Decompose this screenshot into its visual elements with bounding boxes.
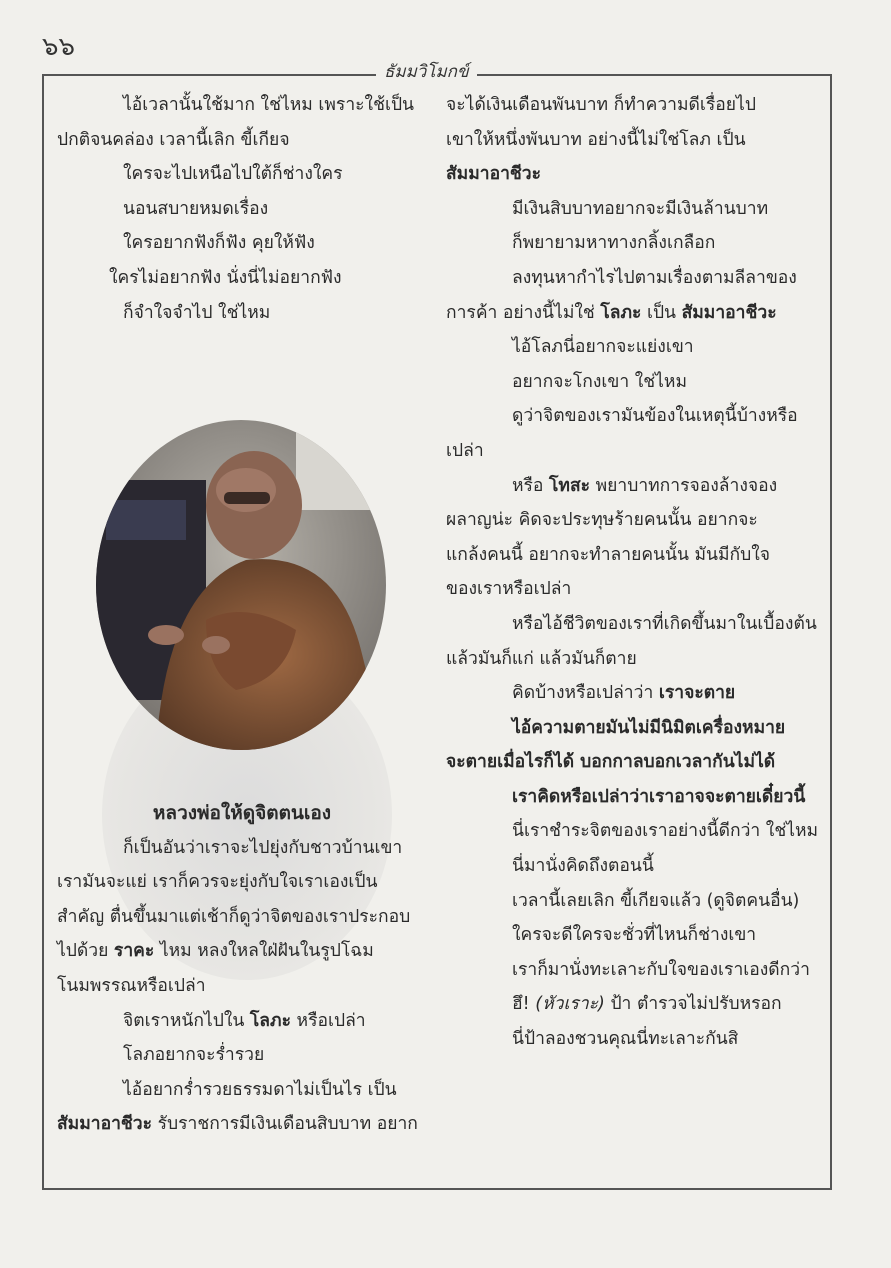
text-line xyxy=(57,1004,427,1039)
bold-term: โลภะ xyxy=(249,1010,291,1031)
bold-term: ราคะ xyxy=(113,941,155,962)
text-span: รับราชการมีเงินเดือนสิบบาท อยาก xyxy=(152,1114,418,1135)
text-line xyxy=(446,676,816,711)
text-line: ไอ้เวลานั้นใช้มาก ใช่ไหม เพราะใช้เป็น xyxy=(123,95,415,115)
left-column-top xyxy=(57,88,427,330)
text-line xyxy=(446,296,816,331)
text-line: ใครจะไปเหนือไปใต้ก็ช่างใคร xyxy=(123,164,343,185)
text-line: นี่ป้าลองชวนคุณนี่ทะเลาะกันสิ xyxy=(512,1029,739,1050)
text-line: แกล้งคนนี้ อยากจะทำลายคนนั้น มันมีกับใจ xyxy=(446,544,771,565)
text-line: อยากจะโกงเขา ใช่ไหม xyxy=(512,371,688,392)
text-line: โลภอยากจะร่ำรวย xyxy=(123,1045,265,1066)
text-line: ใครจะดีใครจะชั่วที่ไหนก็ช่างเขา xyxy=(512,925,757,946)
text-line: ปกติจนคล่อง เวลานี้เลิก ขี้เกียจ xyxy=(57,129,290,150)
text-span: ไปด้วย xyxy=(57,941,114,962)
text-line: ไอ้ความตายมันไม่มีนิมิตเครื่องหมาย xyxy=(512,717,786,738)
photo-caption: หลวงพ่อให้ดูจิตตนเอง xyxy=(152,802,332,824)
bold-term: สัมมาอาชีวะ xyxy=(57,1114,153,1135)
text-line: ใครไม่อยากฟัง นั่งนี่ไม่อยากฟัง xyxy=(109,267,342,288)
text-line: นอนสบายหมดเรื่อง xyxy=(123,198,269,219)
page-number: ๖๖ xyxy=(42,32,76,62)
bold-term: โลภะ xyxy=(600,302,642,323)
text-line: ดูว่าจิตของเรามันข้องในเหตุนี้บ้างหรือ xyxy=(512,406,798,427)
text-line: ลงทุนหากำไรไปตามเรื่องตามลีลาของ xyxy=(512,267,797,288)
text-line: เรามันจะแย่ เราก็ควรจะยุ่งกับใจเราเองเป็น xyxy=(57,872,378,893)
text-span: คิดบ้างหรือเปล่าว่า xyxy=(512,683,659,704)
text-span: หรือ xyxy=(512,475,550,496)
bold-term: โทสะ xyxy=(549,475,591,496)
text-line: แล้วมันก็แก่ แล้วมันก็ตาย xyxy=(446,648,637,669)
text-span: ไหม หลงใหลใฝ่ฝันในรูปโฉม xyxy=(154,941,374,962)
text-line: ก็เป็นอันว่าเราจะไปยุ่งกับชาวบ้านเขา xyxy=(123,837,403,858)
text-line: ก็จำใจจำไป ใช่ไหม xyxy=(123,302,271,323)
text-line: ไอ้อยากร่ำรวยธรรมดาไม่เป็นไร เป็น xyxy=(123,1079,397,1100)
text-line: ผลาญน่ะ คิดจะประทุษร้ายคนนั้น อยากจะ xyxy=(446,510,758,531)
italic-text: (หัวเราะ) xyxy=(535,994,605,1015)
text-line: มีเงินสิบบาทอยากจะมีเงินล้านบาท xyxy=(512,198,769,219)
text-line: เราก็มานั่งทะเลาะกับใจของเราเองดีกว่า xyxy=(512,959,810,980)
text-line: จะตายเมื่อไรก็ได้ บอกกาลบอกเวลากันไม่ได้ xyxy=(446,752,776,773)
text-span: การค้า อย่างนี้ไม่ใช่ xyxy=(446,302,601,323)
text-line: หรือไอ้ชีวิตของเราที่เกิดขึ้นมาในเบื้องต้น xyxy=(512,613,817,634)
text-line: ไอ้โลภนี่อยากจะแย่งเขา xyxy=(512,337,694,358)
text-line: จะได้เงินเดือนพันบาท ก็ทำความดีเรื่อยไป xyxy=(446,95,756,115)
text-line: สัมมาอาชีวะ xyxy=(446,164,542,185)
text-line: เขาให้หนึ่งพันบาท อย่างนี้ไม่ใช่โลภ เป็น xyxy=(446,129,746,150)
text-span: ฮึ! xyxy=(512,994,536,1015)
text-span: พยาบาทการจองล้างจอง xyxy=(590,475,778,496)
text-span: หรือเปล่า xyxy=(290,1010,366,1031)
text-span: จิตเราหนักไปใน xyxy=(123,1010,250,1031)
text-line xyxy=(57,1107,427,1142)
monk-photo xyxy=(96,420,386,750)
text-line: ก็พยายามหาทางกลิ้งเกลือก xyxy=(512,233,716,254)
right-column xyxy=(446,88,819,1057)
bold-term: เราจะตาย xyxy=(658,683,736,704)
text-line: สำคัญ ตื่นขึ้นมาแต่เช้าก็ดูว่าจิตของเราประกอบ xyxy=(57,906,411,927)
text-line: นี่เราชำระจิตของเราอย่างนี้ดีกว่า ใช่ไหม xyxy=(512,821,819,842)
text-line xyxy=(446,987,816,1022)
text-span: เป็น xyxy=(641,302,682,323)
left-column-bottom xyxy=(57,796,427,1142)
text-line: ของเราหรือเปล่า xyxy=(446,579,572,600)
text-line: โนมพรรณหรือเปล่า xyxy=(57,975,206,996)
text-line: เปล่า xyxy=(446,440,484,461)
text-line: ใครอยากฟังก็ฟัง คุยให้ฟัง xyxy=(123,233,315,254)
text-line xyxy=(446,469,816,504)
text-line: เราคิดหรือเปล่าว่าเราอาจจะตายเดี๋ยวนี้ xyxy=(512,786,806,807)
text-line xyxy=(57,934,427,969)
text-line: นี่มานั่งคิดถึงตอนนี้ xyxy=(512,856,654,877)
text-span: ป้า ตำรวจไม่ปรับหรอก xyxy=(604,994,782,1015)
text-line: เวลานี้เลยเลิก ขี้เกียจแล้ว (ดูจิตคนอื่น) xyxy=(512,890,800,911)
photo-container xyxy=(96,420,386,750)
bold-term: สัมมาอาชีวะ xyxy=(681,302,777,323)
running-header: ธัมมวิโมกข์ xyxy=(376,58,477,85)
